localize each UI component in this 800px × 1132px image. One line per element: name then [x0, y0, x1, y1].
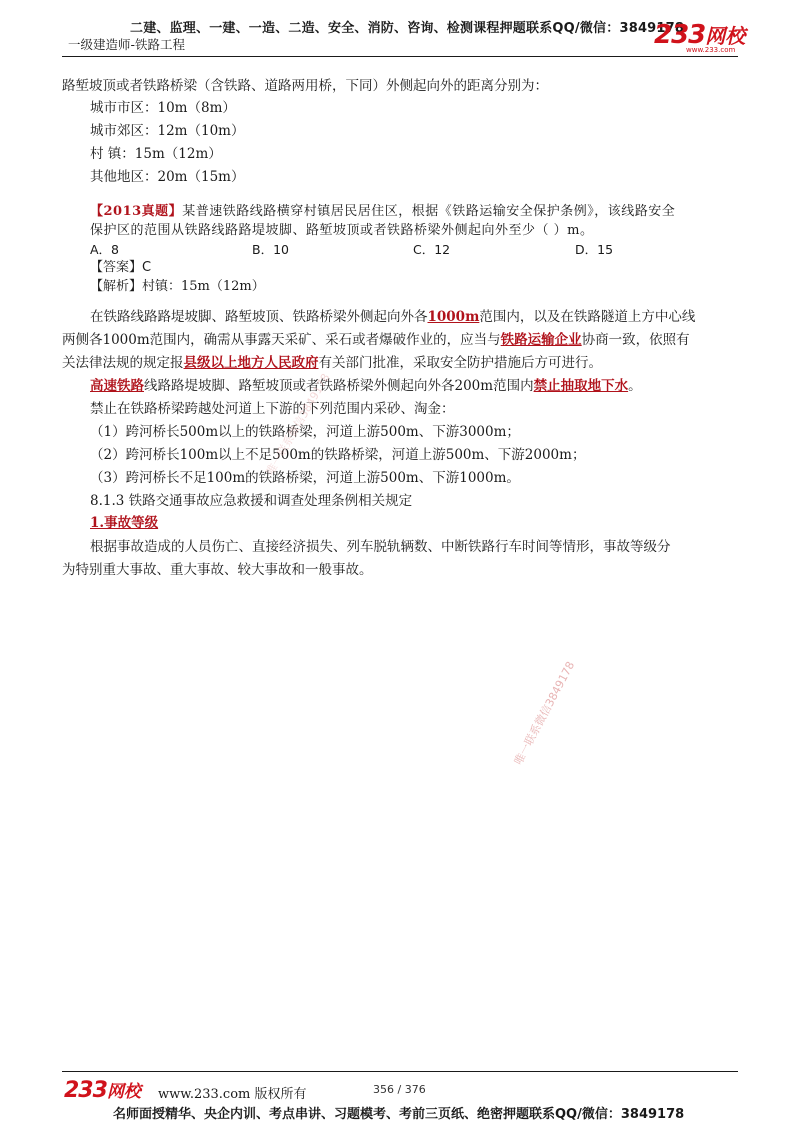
option-c: C．12: [413, 242, 451, 257]
para4-line1: 根据事故造成的人员伤亡、直接经济损失、列车脱轨辆数、中断铁路行车时间等情形，事故等级分: [90, 539, 671, 555]
header-divider: [62, 56, 738, 57]
answer-tag: 【答案】: [90, 260, 143, 275]
section-title: 8.1.3 铁路交通事故应急救援和调查处理条例相关规定: [90, 493, 413, 509]
option-d: D．15: [575, 242, 614, 257]
list-item: （1）跨河桥长500m以上的铁路桥梁，河道上游500m、下游3000m；: [90, 424, 520, 440]
question-line2: 保护区的范围从铁路线路路堤坡脚、路堑坡顶或者铁路桥梁外侧起向外至少（ ）m。: [90, 223, 594, 238]
highlight-no-groundwater: 禁止抽取地下水: [533, 378, 629, 394]
distance-item: 其他地区：20m（15m）: [90, 169, 245, 185]
footer-copyright: www.233.com 版权所有: [158, 1087, 307, 1102]
page-number: 356 / 376: [373, 1083, 426, 1096]
distance-item: 村 镇：15m（12m）: [90, 146, 222, 162]
analysis-text: 村镇：15m（12m）: [142, 279, 265, 294]
para1-line1: 在铁路线路路堤坡脚、路堑坡顶、铁路桥梁外侧起向外各1000m范围内，以及在铁路隧道上方中心线: [90, 309, 696, 325]
option-a: A．8: [90, 242, 120, 257]
highlight-railway-enterprise: 铁路运输企业: [500, 332, 582, 348]
analysis-tag: 【解析】: [90, 279, 143, 294]
list-item: （3）跨河桥长不足100m的铁路桥梁，河道上游500m、下游1000m。: [90, 470, 520, 486]
subhead-accident-level: 1.事故等级: [90, 515, 159, 531]
question-tag: 【2013真题】: [90, 204, 183, 219]
question-line1: [90, 202, 675, 222]
distance-item: 城市市区：10m（8m）: [90, 100, 236, 116]
para1-line2: 两侧各1000m范围内，确需从事露天采矿、采石或者爆破作业的，应当与铁路运输企业协商一致，依照有: [62, 332, 690, 348]
para3: 禁止在铁路桥梁跨越处河道上下游的下列范围内采砂、淘金：: [90, 401, 455, 417]
footer-contact-line: 名师面授精华、央企内训、考点串讲、习题模考、考前三页纸、绝密押题联系QQ/微信：3849178: [113, 1107, 685, 1122]
para4-line2: 为特别重大事故、重大事故、较大事故和一般事故。: [62, 562, 373, 578]
answer-line: [90, 258, 151, 278]
intro-paragraph: 路堑坡顶或者铁路桥梁（含铁路、道路两用桥，下同）外侧起向外的距离分别为：: [62, 78, 548, 94]
para1-line3: 关法律法规的规定报县级以上地方人民政府有关部门批准，采取安全防护措施后方可进行。: [62, 355, 602, 371]
option-b: B．10: [252, 242, 289, 257]
watermark-text: 唯一联系微信3849178: [511, 659, 578, 768]
header-contact-line: 二建、监理、一建、一造、二造、安全、消防、咨询、检测课程押题联系QQ/微信：3849178: [130, 21, 685, 36]
para2: 高速铁路线路路堤坡脚、路堑坡顶或者铁路桥梁外侧起向外各200m范围内禁止抽取地下水。: [90, 378, 642, 394]
footer-logo: 233网校: [64, 1078, 141, 1103]
analysis-line: [90, 277, 265, 297]
brand-logo-site: www.233.com: [686, 46, 736, 54]
brand-logo: 233网校: [654, 20, 746, 50]
footer-divider: [62, 1071, 738, 1072]
distance-item: 城市郊区：12m（10m）: [90, 123, 245, 139]
question-text: 某普速铁路线路横穿村镇居民居住区，根据《铁路运输安全保护条例》，该线路安全: [182, 204, 676, 219]
document-subtitle: 一级建造师-铁路工程: [68, 37, 186, 52]
highlight-1000m: 1000m: [427, 309, 480, 325]
highlight-high-speed-railway: 高速铁路: [90, 378, 144, 394]
answer-value: C: [142, 260, 152, 275]
list-item: （2）跨河桥长100m以上不足500m的铁路桥梁，河道上游500m、下游2000m；: [90, 447, 586, 463]
highlight-county-government: 县级以上地方人民政府: [183, 355, 319, 371]
watermark-text: 唯一联系微信3849178: [263, 371, 333, 478]
